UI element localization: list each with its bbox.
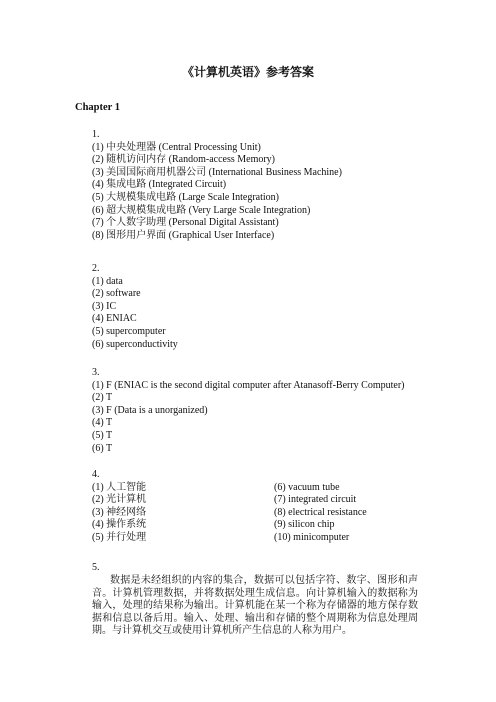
section-number: 3.	[92, 367, 100, 378]
section-number: 1.	[92, 129, 100, 140]
term-left: (5) 并行处理	[92, 531, 147, 543]
list-item: (7) 个人数字助理 (Personal Digital Assistant)	[92, 217, 279, 229]
term-row	[92, 531, 367, 544]
term-row	[92, 518, 367, 531]
term-right: (9) silicon chip	[274, 519, 335, 531]
term-row	[92, 493, 367, 506]
term-row	[92, 506, 367, 519]
list-item: (1) data	[92, 275, 123, 287]
section-number: 4.	[92, 469, 100, 480]
list-item: (6) 超大规模集成电路 (Very Large Scale Integration)	[92, 204, 311, 216]
list-item: (3) F (Data is a unorganized)	[92, 404, 208, 416]
term-right: (10) minicomputer	[274, 531, 350, 543]
section-2	[92, 262, 178, 350]
list-item: (4) 集成电路 (Integrated Circuit)	[92, 179, 227, 191]
list-item: (2) 随机访问内存 (Random-access Memory)	[92, 154, 276, 166]
list-item: (2) software	[92, 288, 141, 300]
chapter-heading: Chapter 1	[75, 102, 121, 113]
list-item: (5) supercomputer	[92, 325, 166, 337]
term-right: (8) electrical resistance	[274, 506, 367, 518]
term-row	[92, 481, 367, 494]
term-left: (4) 操作系统	[92, 519, 147, 531]
section-5-paragraph: 数据是未经组织的内容的集合，数据可以包括字符、数字、图形和声音。计算机管理数据，并将数据处理生成信息。向计算机输入的数据称为输入，处理的结果称为输出。计算机能在某一个称为存储器的地方保存数据和信息以备后用。输入、处理、输出和存储的整个周期称为信息处理周期。与计算机交互或使用计算机所产生信息的人称为用户。	[92, 575, 418, 637]
section-3	[92, 366, 405, 454]
section-number: 2.	[92, 263, 100, 274]
term-left: (1) 人工智能	[92, 481, 147, 493]
list-item: (1) 中央处理器 (Central Processing Unit)	[92, 141, 261, 153]
list-item: (6) T	[92, 442, 113, 454]
list-item: (4) T	[92, 417, 113, 429]
list-item: (3) 美国国际商用机器公司 (International Business Machine)	[92, 166, 342, 178]
document-title: 《计算机英语》参考答案	[181, 65, 314, 79]
list-item: (8) 图形用户界面 (Graphical User Interface)	[92, 229, 275, 241]
term-right: (6) vacuum tube	[274, 481, 340, 493]
list-item: (6) superconductivity	[92, 338, 178, 350]
section-4	[92, 468, 367, 544]
list-item: (2) T	[92, 392, 113, 404]
section-1	[92, 128, 342, 241]
section-5-number: 5.	[92, 562, 100, 573]
term-right: (7) integrated circuit	[274, 494, 357, 506]
term-left: (3) 神经网络	[92, 506, 147, 518]
list-item: (5) T	[92, 429, 113, 441]
list-item: (5) 大规模集成电路 (Large Scale Integration)	[92, 191, 279, 203]
list-item: (3) IC	[92, 300, 117, 312]
list-item: (4) ENIAC	[92, 313, 137, 325]
term-left: (2) 光计算机	[92, 494, 147, 506]
list-item: (1) F (ENIAC is the second digital computer after Atanasoff-Berry Computer)	[92, 379, 405, 391]
